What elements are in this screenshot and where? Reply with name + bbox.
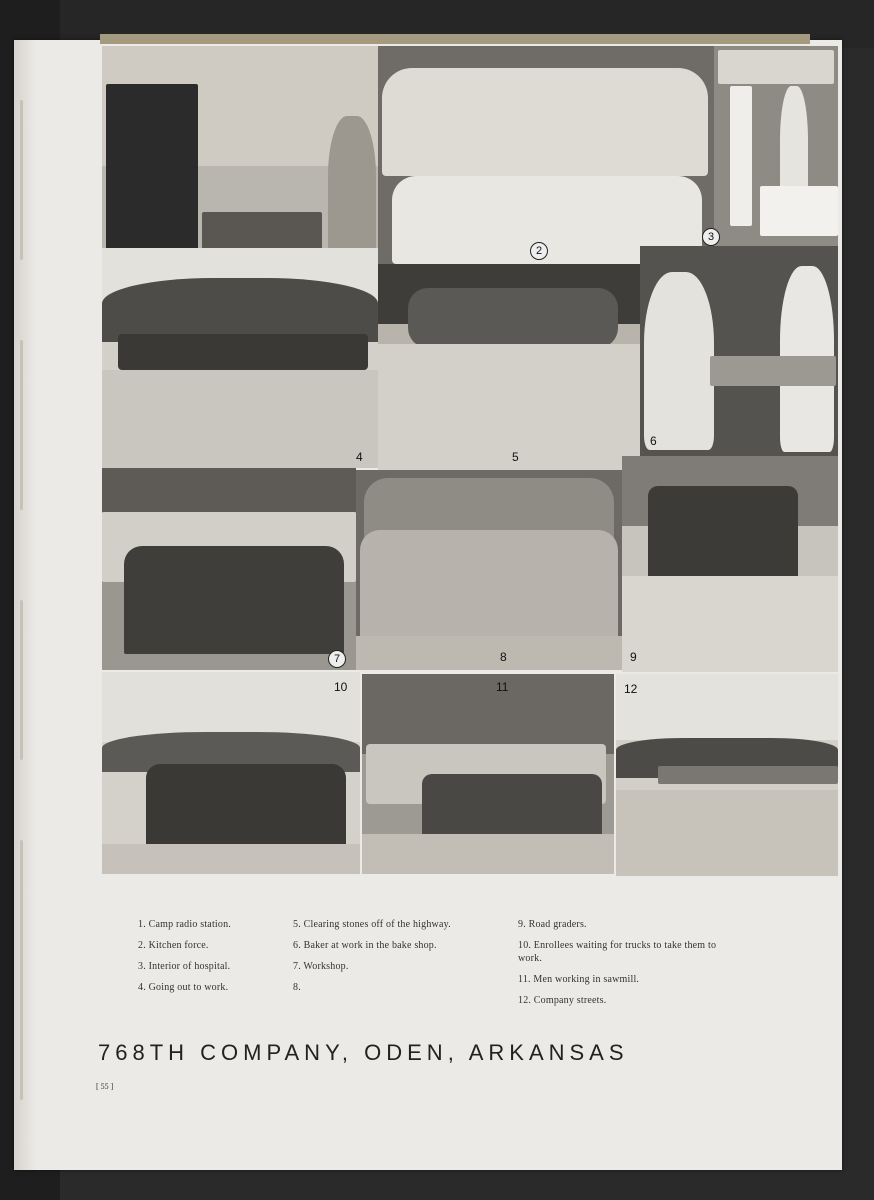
caption: 9. Road graders. <box>518 919 587 930</box>
photo-road-graders <box>622 456 838 672</box>
caption-column-3 <box>518 918 718 1015</box>
photo-number: 12 <box>624 682 638 696</box>
binding-stitch <box>20 840 23 1100</box>
photo-sawmill <box>362 674 614 874</box>
caption-column-1 <box>138 918 288 1002</box>
photo-radio-station <box>102 46 378 248</box>
photo-number: 9 <box>630 650 637 664</box>
caption: 2. Kitchen force. <box>138 940 209 951</box>
binding-stitch <box>20 340 23 510</box>
photo-number: 11 <box>496 680 509 694</box>
photo-bake-shop <box>640 246 838 456</box>
photo-clearing-stones <box>378 264 640 470</box>
page-number: [ 55 ] <box>96 1082 114 1091</box>
photo-number: 10 <box>334 680 348 694</box>
photo-workshop <box>102 468 356 670</box>
caption: 3. Interior of hospital. <box>138 961 231 972</box>
caption: 8. <box>293 982 301 993</box>
caption-column-2 <box>293 918 508 1002</box>
photo-number: 8 <box>500 650 507 664</box>
caption: 1. Camp radio station. <box>138 919 231 930</box>
photo-company-streets <box>616 674 838 876</box>
caption: 11. Men working in sawmill. <box>518 974 640 985</box>
photo-number: 3 <box>702 228 720 246</box>
photo-number: 2 <box>530 242 548 260</box>
binding-stitch <box>20 600 23 760</box>
caption: 6. Baker at work in the bake shop. <box>293 940 437 951</box>
photo-going-to-work <box>102 248 378 468</box>
worn-page-edge <box>100 34 810 44</box>
caption: 4. Going out to work. <box>138 982 229 993</box>
caption: 7. Workshop. <box>293 961 349 972</box>
photo-number: 7 <box>328 650 346 668</box>
page-heading: 768TH COMPANY, ODEN, ARKANSAS <box>98 1040 629 1065</box>
page-binding <box>14 40 36 1170</box>
binding-stitch <box>20 100 23 260</box>
photo-number: 5 <box>512 450 519 464</box>
photo-group-8 <box>356 470 622 670</box>
photo-number: 6 <box>650 434 657 448</box>
photo-hospital-interior <box>707 46 838 246</box>
photo-kitchen-force <box>378 46 714 264</box>
caption: 5. Clearing stones off of the highway. <box>293 919 451 930</box>
caption: 12. Company streets. <box>518 995 607 1006</box>
photo-number: 4 <box>356 450 363 464</box>
photo-enrollees-waiting <box>102 672 360 874</box>
caption: 10. Enrollees waiting for trucks to take them to work. <box>518 940 717 964</box>
